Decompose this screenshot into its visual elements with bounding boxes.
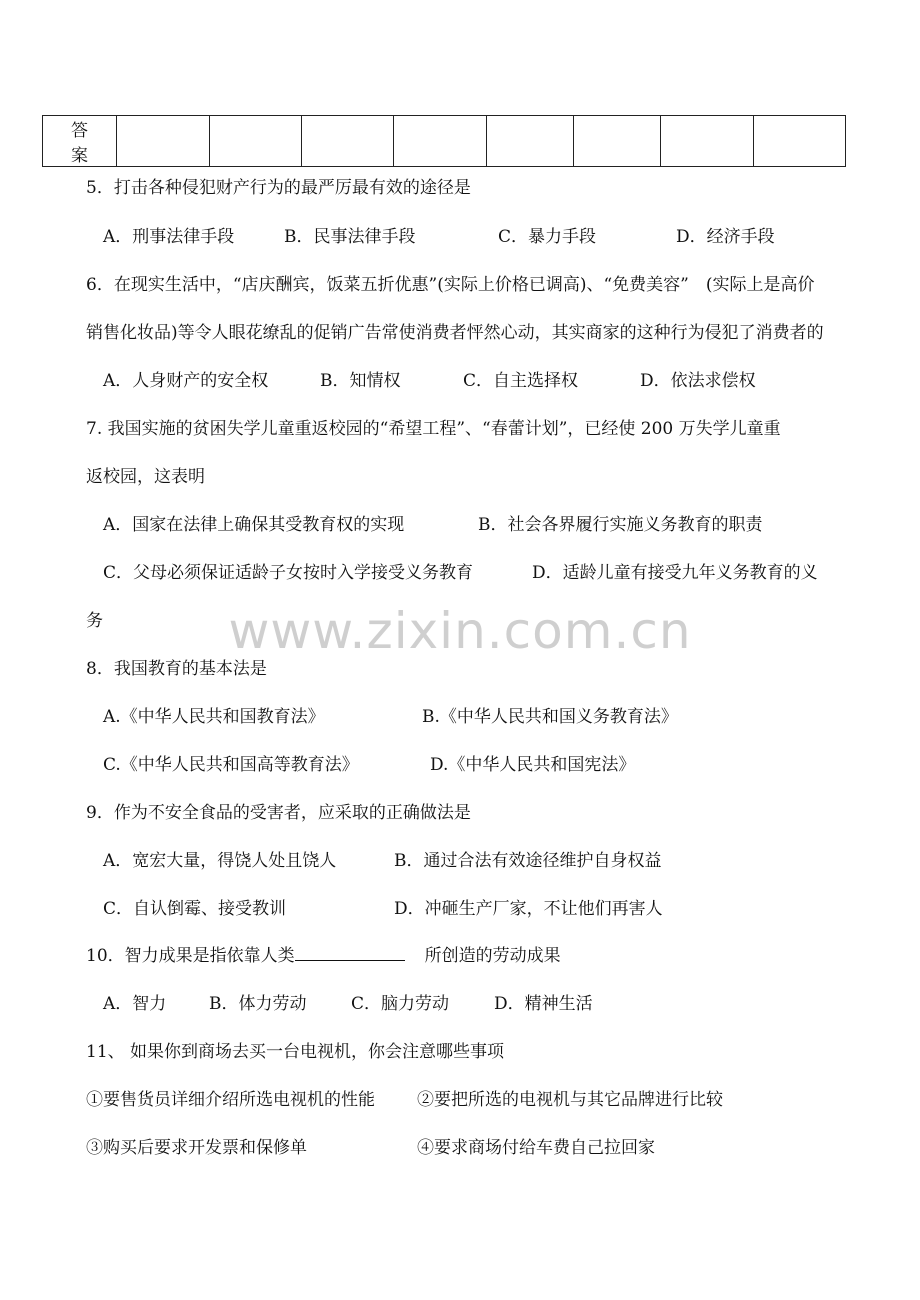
answer-cell-2[interactable] bbox=[210, 116, 302, 167]
q11-stem: 11、 如果你到商场去买一台电视机，你会注意哪些事项 bbox=[86, 1042, 505, 1062]
q8-stem: 8．我国教育的基本法是 bbox=[86, 659, 267, 679]
answer-cell-3[interactable] bbox=[302, 116, 394, 167]
answer-cell-5[interactable] bbox=[487, 116, 574, 167]
q7-option-c: C．父母必须保证适龄子女按时入学接受义务教育 bbox=[103, 563, 474, 583]
answer-cell-4[interactable] bbox=[394, 116, 487, 167]
q9-option-b: B．通过合法有效途径维护自身权益 bbox=[394, 851, 662, 871]
q10-answer-blank[interactable] bbox=[295, 944, 405, 961]
q5-option-a: A．刑事法律手段 bbox=[103, 227, 235, 247]
q5-option-b: B．民事法律手段 bbox=[284, 227, 416, 247]
q10-option-b: B．体力劳动 bbox=[209, 994, 307, 1014]
q10-stem-after: 所创造的劳动成果 bbox=[424, 946, 561, 966]
q9-stem: 9．作为不安全食品的受害者，应采取的正确做法是 bbox=[86, 803, 471, 823]
q5-option-c: C．暴力手段 bbox=[498, 227, 597, 247]
q10-stem-before: 10．智力成果是指依靠人类 bbox=[86, 946, 295, 966]
q6-stem-line2: 销售化妆品)等令人眼花缭乱的促销广告常使消费者怦然心动，其实商家的这种行为侵犯了消费者的 bbox=[86, 323, 824, 343]
answer-cell-6[interactable] bbox=[574, 116, 661, 167]
q8-option-b: B.《中华人民共和国义务教育法》 bbox=[422, 707, 678, 727]
q10-option-d: D．精神生活 bbox=[494, 994, 593, 1014]
q7-stem-line1: 7. 我国实施的贫困失学儿童重返校园的“希望工程”、“春蕾计划”，已经使 200 万失学儿童重 bbox=[86, 419, 781, 439]
answer-table bbox=[42, 115, 846, 167]
q7-option-b: B．社会各界履行实施义务教育的职责 bbox=[478, 515, 763, 535]
answer-row bbox=[43, 116, 846, 167]
q11-item-4: ④要求商场付给车费自己拉回家 bbox=[417, 1138, 655, 1158]
q9-option-d: D．冲砸生产厂家，不让他们再害人 bbox=[394, 899, 663, 919]
q6-option-d: D．依法求偿权 bbox=[640, 371, 756, 391]
q6-stem-line1: 6．在现实生活中，“店庆酬宾，饭菜五折优惠”(实际上价格已调高)、“免费美容” (实际上是高价 bbox=[86, 275, 815, 295]
q8-option-a: A.《中华人民共和国教育法》 bbox=[103, 707, 325, 727]
q11-item-1: ①要售货员详细介绍所选电视机的性能 bbox=[86, 1090, 375, 1110]
q6-option-c: C．自主选择权 bbox=[463, 371, 579, 391]
answer-cell-8[interactable] bbox=[754, 116, 846, 167]
q10-option-c: C．脑力劳动 bbox=[351, 994, 450, 1014]
q10-option-a: A．智力 bbox=[103, 994, 167, 1014]
q5-stem: 5．打击各种侵犯财产行为的最严厉最有效的途径是 bbox=[86, 178, 471, 198]
answer-cell-1[interactable] bbox=[117, 116, 210, 167]
answer-cell-7[interactable] bbox=[661, 116, 754, 167]
q11-item-3: ③购买后要求开发票和保修单 bbox=[86, 1138, 307, 1158]
watermark: www.zixin.com.cn bbox=[228, 602, 692, 660]
q9-option-a: A．宽宏大量，得饶人处且饶人 bbox=[103, 851, 337, 871]
q7-option-d: D．适龄儿童有接受九年义务教育的义 bbox=[532, 563, 818, 583]
q10-stem bbox=[86, 944, 561, 968]
q11-item-2: ②要把所选的电视机与其它品牌进行比较 bbox=[417, 1090, 723, 1110]
q7-stem-line2: 返校园，这表明 bbox=[86, 467, 205, 487]
q8-option-c: C.《中华人民共和国高等教育法》 bbox=[103, 755, 359, 775]
q7-option-d-continued: 务 bbox=[86, 611, 103, 631]
q6-option-a: A．人身财产的安全权 bbox=[103, 371, 269, 391]
q9-option-c: C．自认倒霉、接受教训 bbox=[103, 899, 287, 919]
q7-option-a: A．国家在法律上确保其受教育权的实现 bbox=[103, 515, 405, 535]
q6-option-b: B．知情权 bbox=[320, 371, 401, 391]
q8-option-d: D.《中华人民共和国宪法》 bbox=[430, 755, 636, 775]
q5-option-d: D．经济手段 bbox=[676, 227, 775, 247]
answer-label: 答案 bbox=[43, 116, 117, 167]
